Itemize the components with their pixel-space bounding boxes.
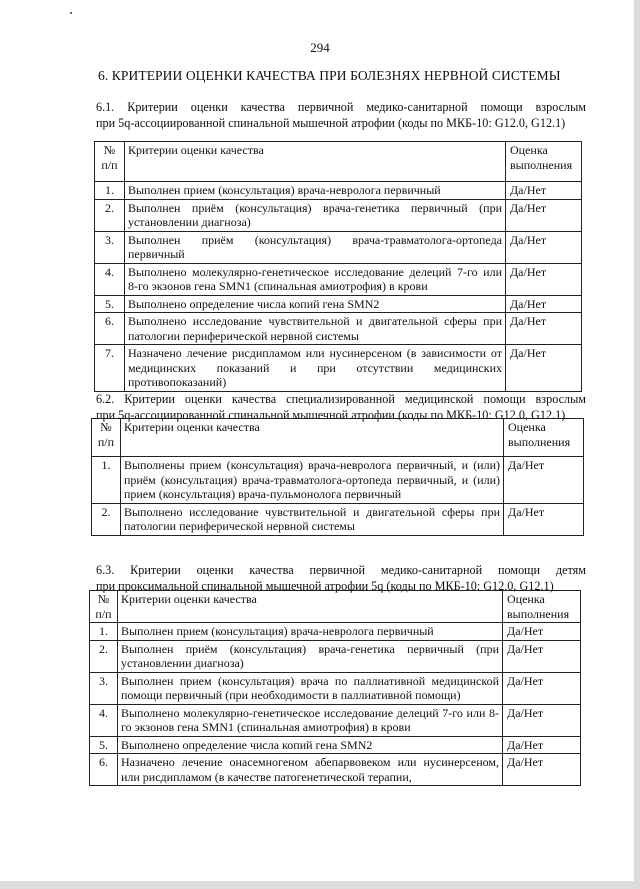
row-number: 5. <box>95 295 125 313</box>
row-number: 3. <box>90 672 118 704</box>
table-row <box>90 736 581 754</box>
row-evaluation: Да/Нет <box>504 503 584 535</box>
row-evaluation: Да/Нет <box>506 295 582 313</box>
row-evaluation: Да/Нет <box>503 672 581 704</box>
row-criterion: Выполнен приём (консультация) врача-генетика первичный (при установлении диагноза) <box>117 640 502 672</box>
table-row <box>95 295 582 313</box>
row-number: 1. <box>92 457 121 504</box>
criteria-table-6-1 <box>94 141 582 392</box>
criteria-table-6-2 <box>91 418 584 536</box>
row-evaluation: Да/Нет <box>503 754 581 786</box>
table-row <box>90 672 581 704</box>
header-eval: Оценка выполнения <box>504 419 584 457</box>
row-criterion: Выполнено молекулярно-генетическое исследование делеций 7-го или 8-го экзонов гена SMN1 (спинальная амиотрофия) в крови <box>117 704 502 736</box>
row-criterion: Выполнены прием (консультация) врача-невролога первичный, и (или) приём (консультация) врача-травматолога-ортопеда первичный, и (или) прием (консультация) врача-пульмонолога первичный <box>120 457 503 504</box>
row-criterion: Выполнен прием (консультация) врача по паллиативной медицинской помощи первичный (при необходимости в паллиативной помощи) <box>117 672 502 704</box>
table-row <box>90 640 581 672</box>
row-criterion: Выполнен приём (консультация) врача-травматолога-ортопеда первичный <box>124 231 505 263</box>
row-criterion: Назначено лечение онасемногеном абепарвовеком или нусинерсеном, или рисдипламом (в качестве патогенетической терапии, <box>117 754 502 786</box>
header-eval: Оценка выполнения <box>506 142 582 182</box>
subsection-6-1-heading <box>96 99 586 131</box>
subsection-heading-line: 6.2. Критерии оценки качества специализированной медицинской помощи взрослым <box>96 392 586 406</box>
row-criterion: Выполнено определение числа копий гена SMN2 <box>124 295 505 313</box>
row-evaluation: Да/Нет <box>503 640 581 672</box>
row-evaluation: Да/Нет <box>503 736 581 754</box>
header-criteria: Критерии оценки качества <box>124 142 505 182</box>
header-num: № п/п <box>95 142 125 182</box>
row-criterion: Выполнен прием (консультация) врача-невролога первичный <box>124 182 505 200</box>
row-number: 2. <box>95 199 125 231</box>
row-criterion: Выполнено исследование чувствительной и двигательной сферы при патологии периферической нервной системы <box>124 313 505 345</box>
table-row <box>92 457 584 504</box>
page-number: 294 <box>310 40 330 55</box>
table-row <box>90 623 581 641</box>
header-num: № п/п <box>92 419 121 457</box>
row-criterion: Выполнено исследование чувствительной и двигательной сферы при патологии периферической нервной системы <box>120 503 503 535</box>
row-number: 2. <box>92 503 121 535</box>
subsection-heading-line: 6.1. Критерии оценки качества первичной медико-санитарной помощи взрослым <box>96 100 586 114</box>
row-criterion: Выполнено молекулярно-генетическое исследование делеций 7-го или 8-го экзонов гена SMN1 (спинальная амиотрофия) в крови <box>124 263 505 295</box>
row-evaluation: Да/Нет <box>504 457 584 504</box>
subsection-heading-line: при проксимальной спинальной мышечной атрофии 5q (коды по МКБ-10: G12.0, G12.1) <box>96 579 554 593</box>
header-eval: Оценка выполнения <box>503 591 581 623</box>
row-number: 6. <box>90 754 118 786</box>
row-number: 1. <box>90 623 118 641</box>
header-criteria: Критерии оценки качества <box>117 591 502 623</box>
table-header-row <box>90 591 581 623</box>
row-number: 5. <box>90 736 118 754</box>
table-row <box>90 754 581 786</box>
row-criterion: Выполнено определение числа копий гена SMN2 <box>117 736 502 754</box>
row-evaluation: Да/Нет <box>503 704 581 736</box>
table-row <box>95 263 582 295</box>
subsection-heading-line: 6.3. Критерии оценки качества первичной медико-санитарной помощи детям <box>96 563 586 577</box>
row-number: 1. <box>95 182 125 200</box>
row-criterion: Назначено лечение рисдипламом или нусинерсеном (в зависимости от медицинских показаний и при отсутствии медицинских противопоказаний) <box>124 345 505 392</box>
section-title: 6. КРИТЕРИИ ОЦЕНКИ КАЧЕСТВА ПРИ БОЛЕЗНЯХ НЕРВНОЙ СИСТЕМЫ <box>98 68 561 83</box>
table-header-row <box>92 419 584 457</box>
subsection-heading-line: при 5q-ассоциированной спинальной мышечной атрофии (коды по МКБ-10: G12.0, G12.1) <box>96 116 566 130</box>
row-number: 3. <box>95 231 125 263</box>
row-evaluation: Да/Нет <box>506 313 582 345</box>
row-evaluation: Да/Нет <box>503 623 581 641</box>
table-row <box>90 704 581 736</box>
row-number: 7. <box>95 345 125 392</box>
subsection-heading-line: при 5q-ассоциированной спинальной мышечной атрофии (коды по МКБ-10: G12.0, G12.1) <box>96 408 566 422</box>
header-num: № п/п <box>90 591 118 623</box>
row-evaluation: Да/Нет <box>506 199 582 231</box>
table-row <box>95 345 582 392</box>
row-evaluation: Да/Нет <box>506 182 582 200</box>
table-row <box>95 199 582 231</box>
row-evaluation: Да/Нет <box>506 345 582 392</box>
table-row <box>92 503 584 535</box>
row-evaluation: Да/Нет <box>506 263 582 295</box>
row-criterion: Выполнен прием (консультация) врача-невролога первичный <box>117 623 502 641</box>
table-row <box>95 313 582 345</box>
row-evaluation: Да/Нет <box>506 231 582 263</box>
row-number: 6. <box>95 313 125 345</box>
row-number: 2. <box>90 640 118 672</box>
row-criterion: Выполнен приём (консультация) врача-генетика первичный (при установлении диагноза) <box>124 199 505 231</box>
criteria-table-6-3 <box>89 590 581 786</box>
header-criteria: Критерии оценки качества <box>120 419 503 457</box>
table-row <box>95 231 582 263</box>
table-header-row <box>95 142 582 182</box>
table-row <box>95 182 582 200</box>
row-number: 4. <box>95 263 125 295</box>
scan-speck <box>70 12 72 14</box>
row-number: 4. <box>90 704 118 736</box>
